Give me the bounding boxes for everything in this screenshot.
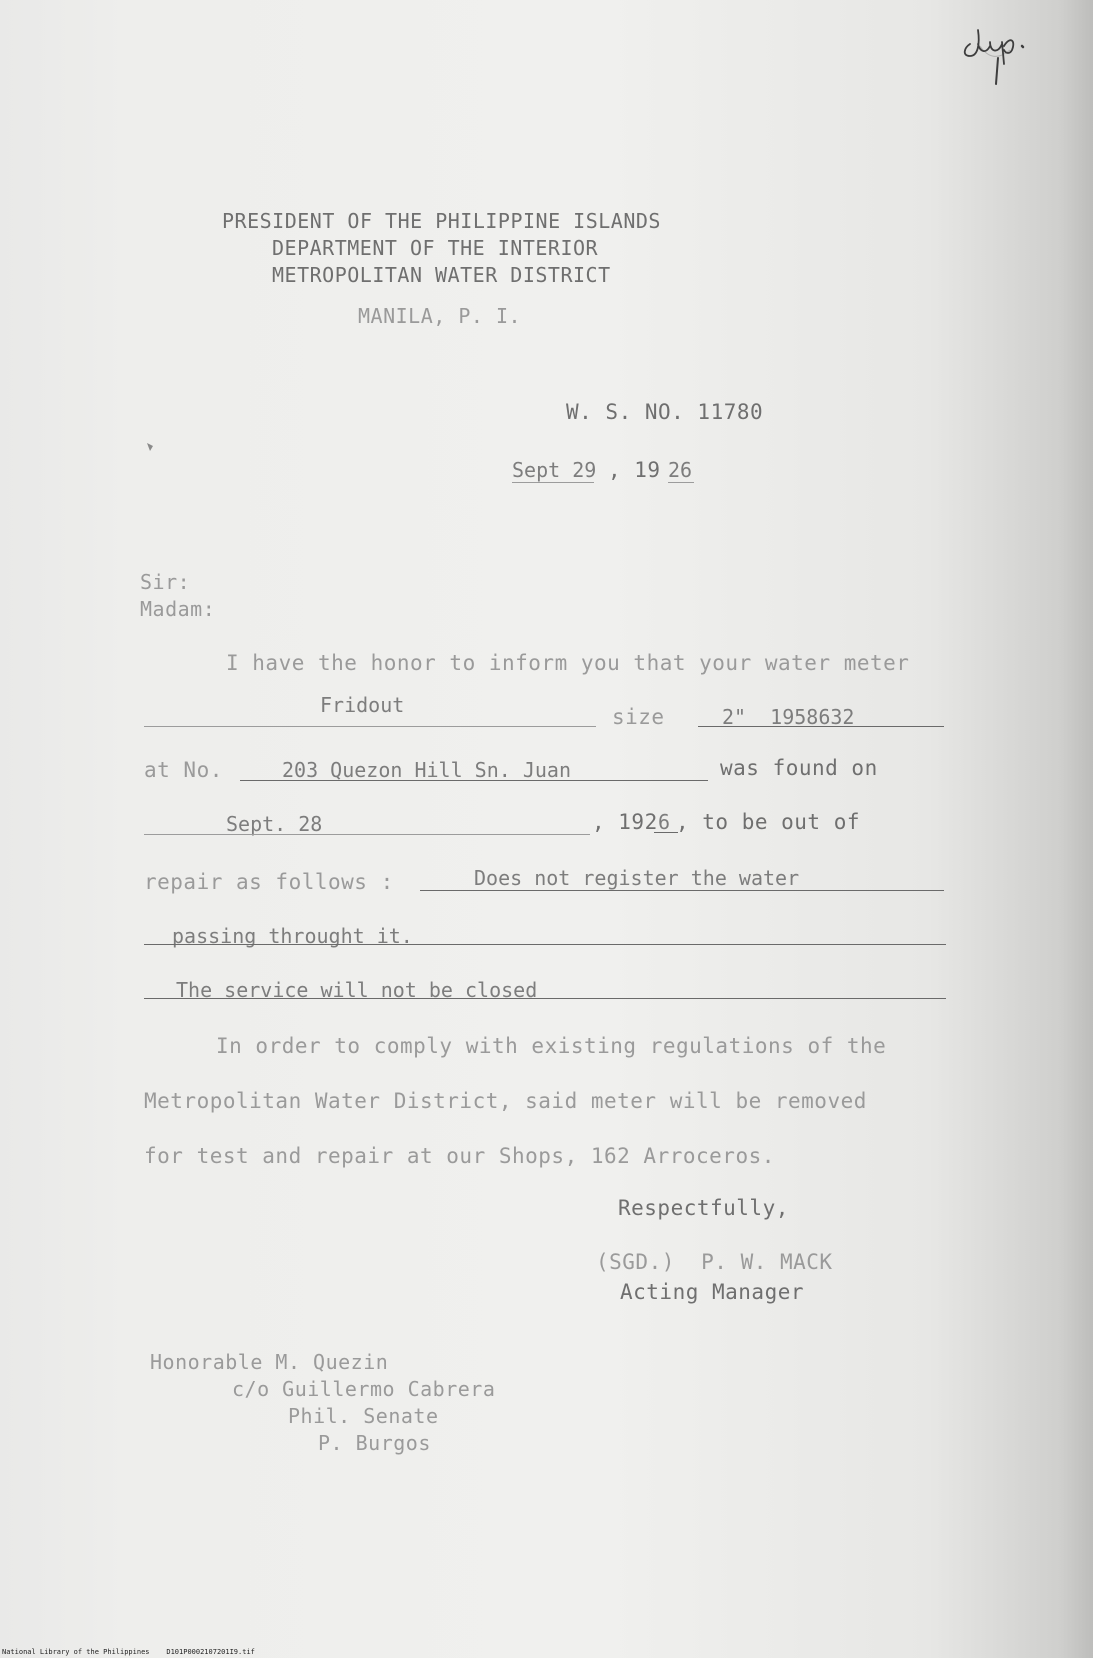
letterhead-line-3: METROPOLITAN WATER DISTRICT [272, 263, 611, 287]
date-day-underline [512, 482, 594, 483]
addressee-line-4: P. Burgos [318, 1431, 431, 1455]
date-year-underline [668, 482, 694, 483]
letterhead-city: MANILA, P. I. [358, 304, 522, 328]
body-line-3: for test and repair at our Shops, 162 Arroceros. [144, 1144, 775, 1168]
closing-signature: (SGD.) P. W. MACK [596, 1250, 833, 1274]
closing-title: Acting Manager [620, 1280, 805, 1304]
size-underline [698, 726, 944, 727]
form-intro: I have the honor to inform you that your water meter [226, 651, 910, 675]
year-fill: 6 [658, 810, 671, 834]
addressee-line-2: c/o Guillermo Cabrera [232, 1377, 496, 1401]
letterhead-line-1: PRESIDENT OF THE PHILIPPINE ISLANDS [222, 209, 661, 233]
repair-line-1-fill: Does not register the water [474, 866, 800, 890]
size-value-fill: 2" 1958632 [722, 705, 855, 729]
size-label: size [612, 705, 665, 729]
date-year-typed: , 19 [608, 458, 661, 482]
ink-speck [146, 442, 154, 452]
salutation-madam: Madam: [140, 597, 216, 621]
year-prefix: , 192 [592, 810, 658, 834]
repair-line-3-underline [144, 998, 946, 999]
date-year-fill: 26 [668, 458, 693, 482]
addressee-line-3: Phil. Senate [288, 1404, 439, 1428]
year-underline [654, 832, 678, 833]
body-line-1: In order to comply with existing regulations of the [216, 1034, 887, 1058]
year-suffix: , to be out of [676, 810, 861, 834]
address-underline [240, 780, 708, 781]
closing-respectfully: Respectfully, [618, 1196, 789, 1220]
repair-line-1-underline [420, 890, 944, 891]
letterhead-line-2: DEPARTMENT OF THE INTERIOR [272, 236, 599, 260]
at-no-label: at No. [144, 758, 223, 782]
repair-line-2-underline [144, 944, 946, 945]
meter-make-fill: Fridout [320, 693, 405, 717]
footer-library: National Library of the Philippines [2, 1648, 150, 1656]
repair-line-3-fill: The service will not be closed [176, 978, 538, 1002]
handwritten-dup-mark [958, 6, 1068, 96]
scan-footer [2, 1648, 255, 1656]
meter-make-underline [144, 726, 596, 727]
body-line-2: Metropolitan Water District, said meter will be removed [144, 1089, 867, 1113]
ws-number: W. S. NO. 11780 [566, 400, 764, 424]
found-date-fill: Sept. 28 [226, 812, 323, 836]
found-date-underline [144, 834, 590, 835]
salutation-sir: Sir: [140, 570, 191, 594]
date-day-fill: Sept 29 [512, 458, 597, 482]
repair-label: repair as follows : [144, 870, 394, 894]
addressee-line-1: Honorable M. Quezin [150, 1350, 389, 1374]
repair-line-2-fill: passing throught it. [172, 924, 413, 948]
footer-file-id: D101P0002107201I9.tif [166, 1648, 255, 1656]
found-on-label: was found on [720, 756, 878, 780]
address-fill: 203 Quezon Hill Sn. Juan [282, 758, 571, 782]
